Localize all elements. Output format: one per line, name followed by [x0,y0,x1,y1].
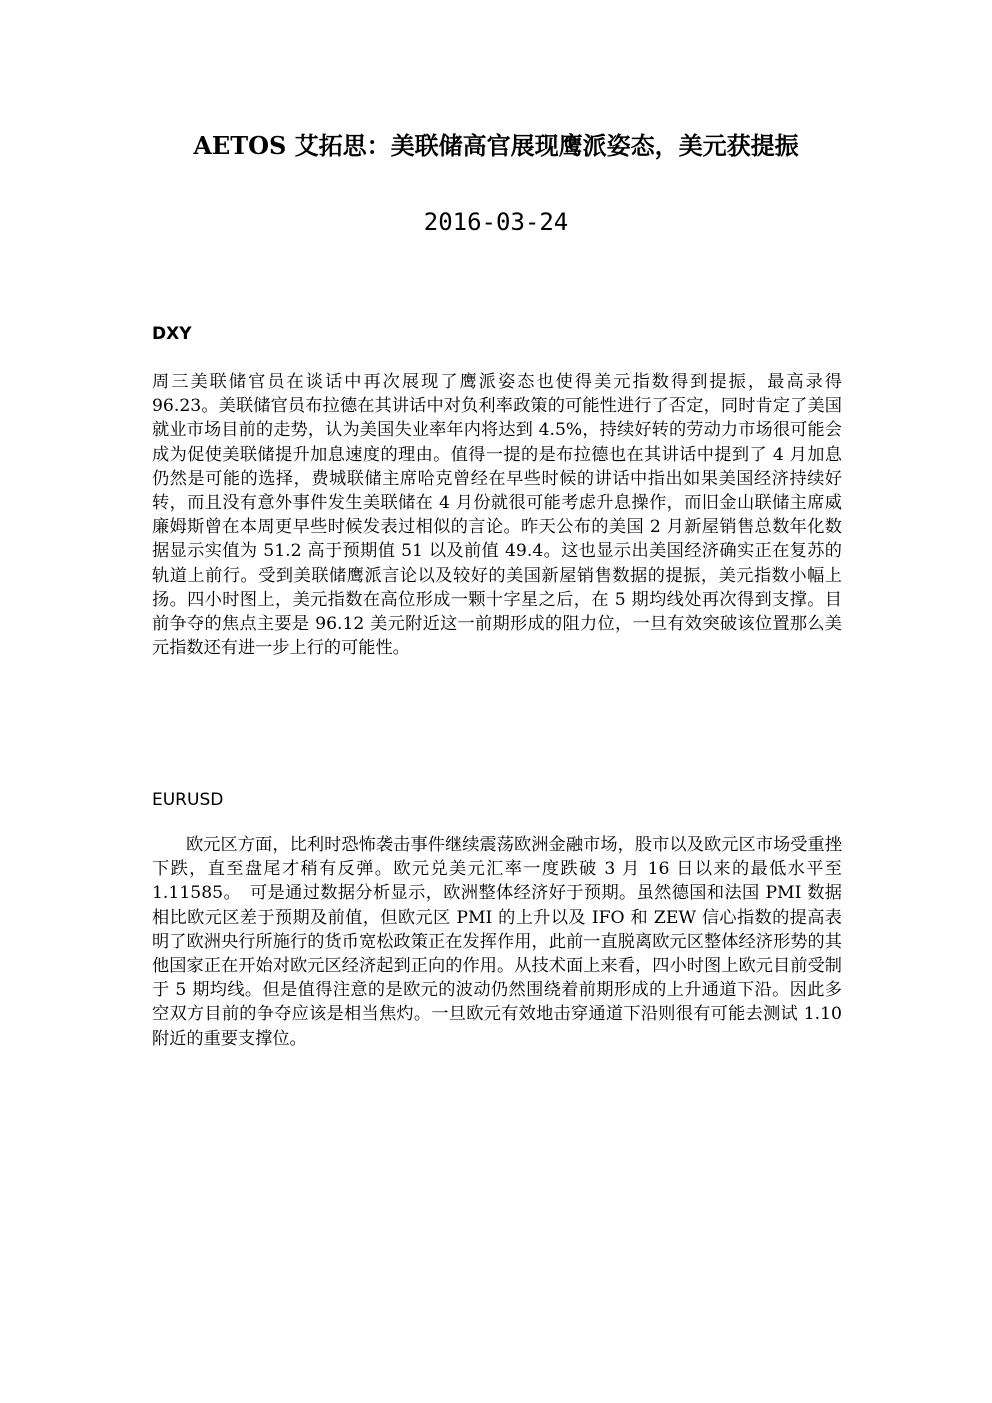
section-body-dxy: 周三美联储官员在谈话中再次展现了鹰派姿态也使得美元指数得到提振，最高录得 96.23。美联储官员布拉德在其讲话中对负利率政策的可能性进行了否定，同时肯定了美国就业市场目前的走势，认为美国失业率年内将达到 4.5%，持续好转的劳动力市场很可能会成为促使美联储提升加息速度的理由。值得一提的是布拉德也在其讲话中提到了 4 月加息仍然是可能的选择，费城联储主席哈克曾经在早些时候的讲话中指出如果美国经济持续好转，而且没有意外事件发生美联储在 4 月份就很可能考虑升息操作，而旧金山联储主席威廉姆斯曾在本周更早些时候发表过相似的言论。昨天公布的美国 2 月新屋销售总数年化数据显示实值为 51.2 高于预期值 51 以及前值 49.4。这也显示出美国经济确实正在复苏的轨道上前行。受到美联储鹰派言论以及较好的美国新屋销售数据的提振，美元指数小幅上扬。四小时图上，美元指数在高位形成一颗十字星之后，在 5 期均线处再次得到支撑。目前争夺的焦点主要是 96.12 美元附近这一前期形成的阻力位，一旦有效突破该位置那么美元指数还有进一步上行的可能性。 [152,372,842,659]
section-body-eurusd: 欧元区方面，比利时恐怖袭击事件继续震荡欧洲金融市场，股市以及欧元区市场受重挫下跌，直至盘尾才稍有反弹。欧元兑美元汇率一度跌破 3 月 16 日以来的最低水平至 1.11585。 可是通过数据分析显示，欧洲整体经济好于预期。虽然德国和法国 PMI 数据相比欧元区差于预期及前值，但欧元区 PMI 的上升以及 IFO 和 ZEW 信心指数的提高表明了欧洲央行所施行的货币宽松政策正在发挥作用，此前一直脱离欧元区整体经济形势的其他国家正在开始对欧元区经济起到正向的作用。从技术面上来看，四小时图上欧元目前受制于 5 期均线。但是值得注意的是欧元的波动仍然围绕着前期形成的上升通道下沿。因此多空双方目前的争夺应该是相当焦灼。一旦欧元有效地击穿通道下沿则很有可能去测试 1.10 附近的重要支撑位。 [152,835,842,1049]
section-heading-eurusd: EURUSD [152,790,224,810]
section-heading-dxy: DXY [152,324,192,344]
document-title: AETOS 艾拓思：美联储高官展现鹰派姿态，美元获提振 [193,131,799,160]
document-date: 2016-03-24 [423,208,569,236]
